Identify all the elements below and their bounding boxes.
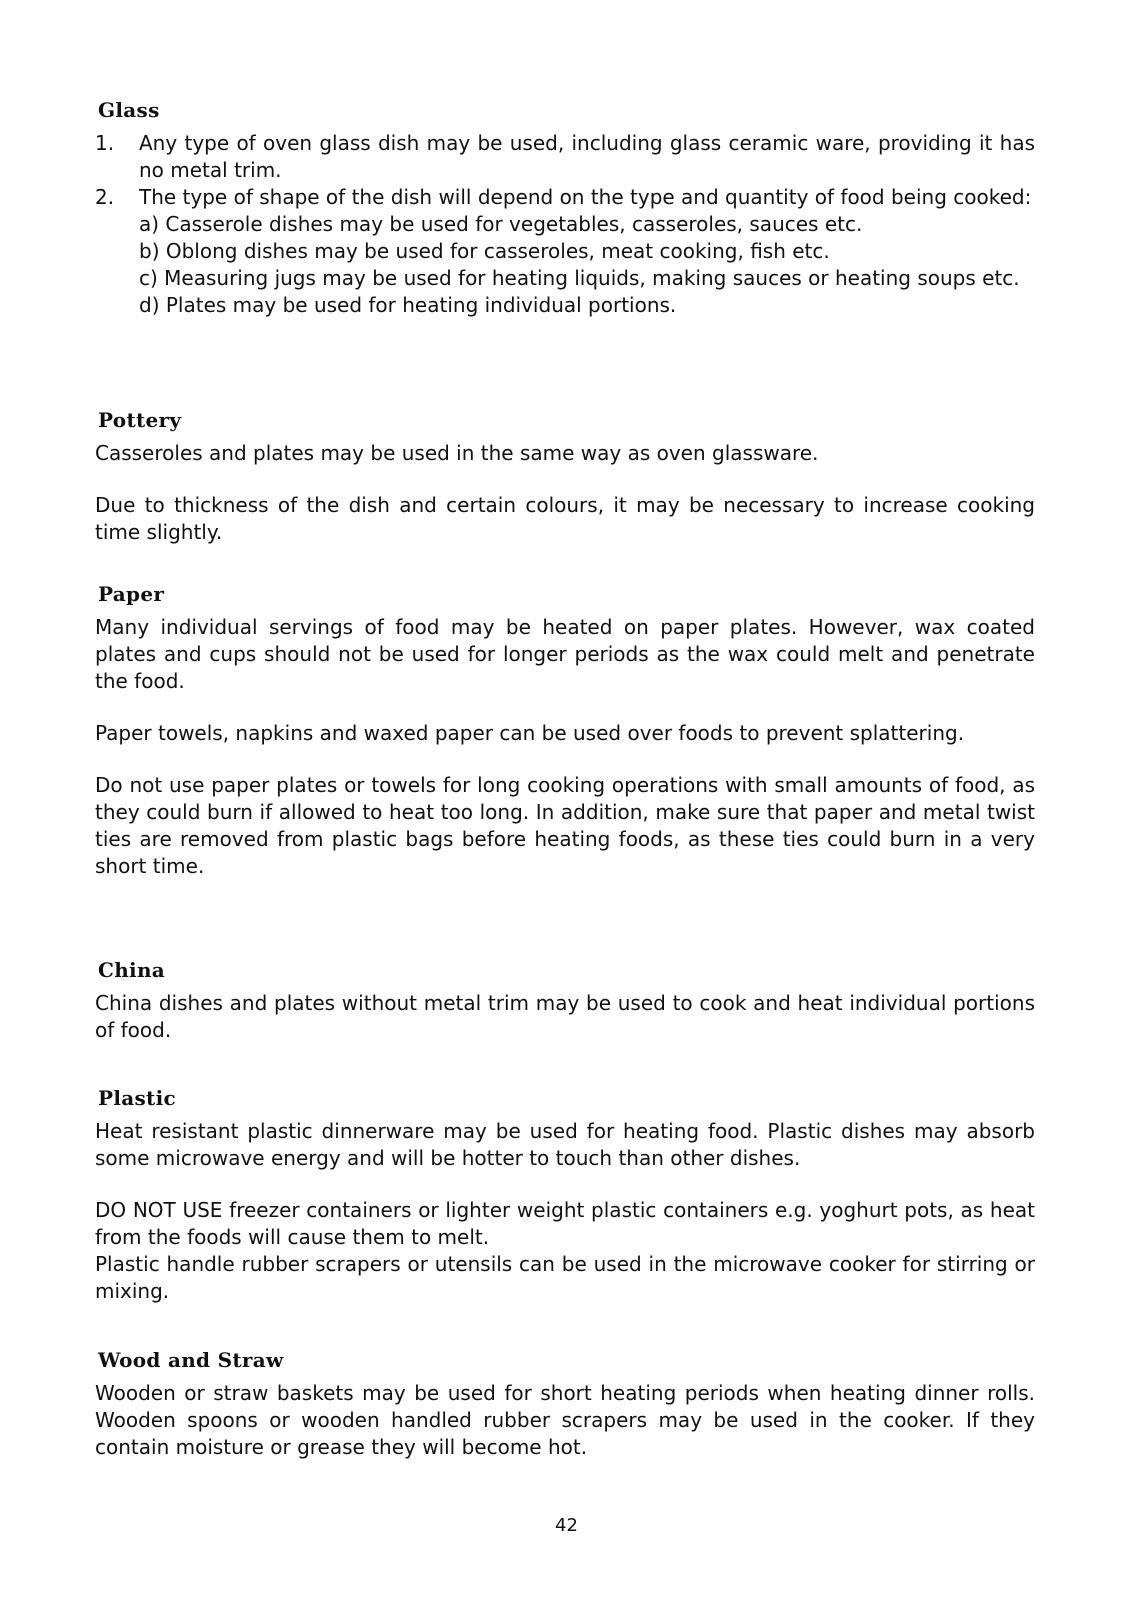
section-pottery — [95, 408, 1035, 546]
sublist-item: c) Measuring jugs may be used for heating liquids, making sauces or heating soups etc. — [139, 266, 1020, 290]
section-glass — [95, 98, 1035, 319]
paragraph: Casseroles and plates may be used in the same way as oven glassware. — [95, 441, 819, 465]
paragraph: DO NOT USE freezer containers or lighter weight plastic containers e.g. yoghurt pots, as heat from the foods will cause them to melt. — [95, 1198, 1035, 1249]
section-plastic — [95, 1086, 1035, 1305]
sublist-item: b) Oblong dishes may be used for casseroles, meat cooking, fish etc. — [139, 239, 830, 263]
paragraph: China dishes and plates without metal trim may be used to cook and heat individual portions of food. — [95, 991, 1035, 1042]
heading-glass: Glass — [98, 98, 160, 122]
list-text: The type of shape of the dish will depend on the type and quantity of food being cooked: — [139, 185, 1032, 209]
glass-list — [95, 130, 1035, 319]
sublist-item: a) Casserole dishes may be used for vegetables, casseroles, sauces etc. — [139, 212, 863, 236]
heading-china: China — [98, 958, 166, 982]
heading-wood-and-straw: Wood and Straw — [98, 1348, 284, 1372]
paragraph: Do not use paper plates or towels for long cooking operations with small amounts of food, as they could burn if allowed to heat too long. In addition, make sure that paper and metal twist ties are removed from plastic bags before heating foods, as these ties could burn in a very short time. — [95, 773, 1035, 878]
paragraph: Plastic handle rubber scrapers or utensils can be used in the microwave cooker for stirring or mixing. — [95, 1252, 1035, 1303]
paragraph: Many individual servings of food may be heated on paper plates. However, wax coated plates and cups should not be used for longer periods as the wax could melt and penetrate the food. — [95, 615, 1035, 693]
glass-sublist — [139, 211, 1035, 319]
paragraph: Wooden or straw baskets may be used for short heating periods when heating dinner rolls. Wooden spoons or wooden handled rubber scrapers may be used in the cooker. If they contain moisture or grease they will become hot. — [95, 1381, 1035, 1459]
list-text: Any type of oven glass dish may be used, including glass ceramic ware, providing it has no metal trim. — [139, 131, 1035, 182]
heading-paper: Paper — [98, 582, 165, 606]
section-paper — [95, 582, 1035, 880]
heading-pottery: Pottery — [98, 408, 182, 432]
list-number: 1. — [95, 131, 115, 155]
list-item — [95, 184, 1035, 319]
section-wood-and-straw — [95, 1348, 1035, 1461]
section-china — [95, 958, 1035, 1044]
paragraph: Paper towels, napkins and waxed paper can be used over foods to prevent splattering. — [95, 721, 965, 745]
list-number: 2. — [95, 185, 115, 209]
heading-plastic: Plastic — [98, 1086, 176, 1110]
sublist-item: d) Plates may be used for heating individual portions. — [139, 293, 677, 317]
page-number: 42 — [555, 1515, 578, 1536]
paragraph: Due to thickness of the dish and certain colours, it may be necessary to increase cooking time slightly. — [95, 493, 1035, 544]
list-item — [95, 130, 1035, 184]
paragraph: Heat resistant plastic dinnerware may be used for heating food. Plastic dishes may absorb some microwave energy and will be hotter to touch than other dishes. — [95, 1119, 1035, 1170]
